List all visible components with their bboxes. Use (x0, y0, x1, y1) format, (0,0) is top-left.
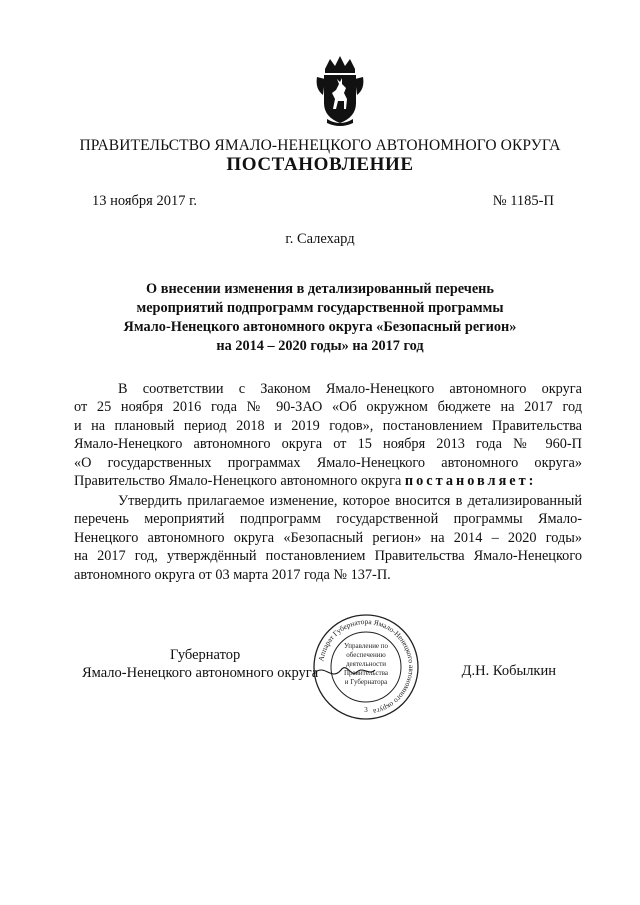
subject-line: О внесении изменения в детализированный перечень (146, 281, 494, 297)
paragraph-line: и на плановый период 2018 и 2019 годов», постановлением Правительства (74, 417, 582, 434)
stamp-inner-line: Правительства (343, 669, 389, 677)
resolution-keyword: постановляет: (404, 473, 537, 490)
government-name: ПРАВИТЕЛЬСТВО ЯМАЛО-НЕНЕЦКОГО АВТОНОМНОГО ОКРУГА (79, 137, 561, 154)
paragraph-line: В соответствии с Законом Ямало-Ненецкого автономного округа (118, 381, 582, 397)
paragraph-line: «О государственных программах Ямало-Ненецкого автономного округа» (74, 454, 582, 471)
paragraph-line: на 2017 год, утверждённый постановлением Правительства Ямало-Ненецкого (74, 548, 582, 565)
coat-of-arms-emblem (313, 55, 367, 127)
paragraph-line: Ямало-Ненецкого автономного округа от 15 ноября 2013 года № 960-П (74, 436, 582, 453)
document-date: 13 ноября 2017 г. (92, 193, 198, 209)
stamp-number: 3 (364, 706, 368, 714)
subject-line: мероприятий подпрограмм государственной программы (136, 300, 504, 316)
paragraph-line: от 25 ноября 2016 года № 90-ЗАО «Об окружном бюджете на 2017 год (74, 399, 582, 416)
stamp-inner-line: Управление по (343, 642, 389, 650)
document-type-title: ПОСТАНОВЛЕНИЕ (226, 154, 414, 175)
paragraph-line: перечень мероприятий подпрограмм государственной программы Ямало- (74, 511, 582, 528)
stamp-inner-line: и Губернатора (344, 678, 388, 686)
paragraph-line: Ненецкого автономного округа «Безопасный регион» на 2014 – 2020 годы» (74, 529, 582, 546)
paragraph-line: Утвердить прилагаемое изменение, которое вносится в детализированный (118, 493, 582, 509)
stamp-inner-line: деятельности (345, 660, 387, 668)
subject-line: на 2014 – 2020 годы» на 2017 год (216, 338, 424, 354)
document-subject (90, 280, 550, 356)
subject-line: Ямало-Ненецкого автономного округа «Безопасный регион» (123, 319, 517, 335)
paragraph-line: автономного округа от 03 марта 2017 года № 137-П. (74, 566, 391, 583)
stamp-ring-text: Аппарат Губернатора Ямало-Ненецкого автономного округа (316, 616, 417, 717)
resolution-prefix: Правительство Ямало-Ненецкого автономного округа (74, 473, 402, 490)
stamp-inner-line: обеспечению (346, 651, 386, 659)
paragraph-line (74, 472, 582, 490)
resolution-paragraph (74, 492, 582, 584)
document-city: г. Салехард (285, 231, 355, 247)
signer-title: Губернатор (170, 647, 241, 663)
signer-name: Д.Н. Кобылкин (461, 663, 556, 679)
signer-organization: Ямало-Ненецкого автономного округа (82, 665, 319, 681)
preamble-paragraph (74, 380, 582, 490)
official-stamp (311, 612, 421, 722)
document-number: № 1185-П (492, 193, 554, 209)
